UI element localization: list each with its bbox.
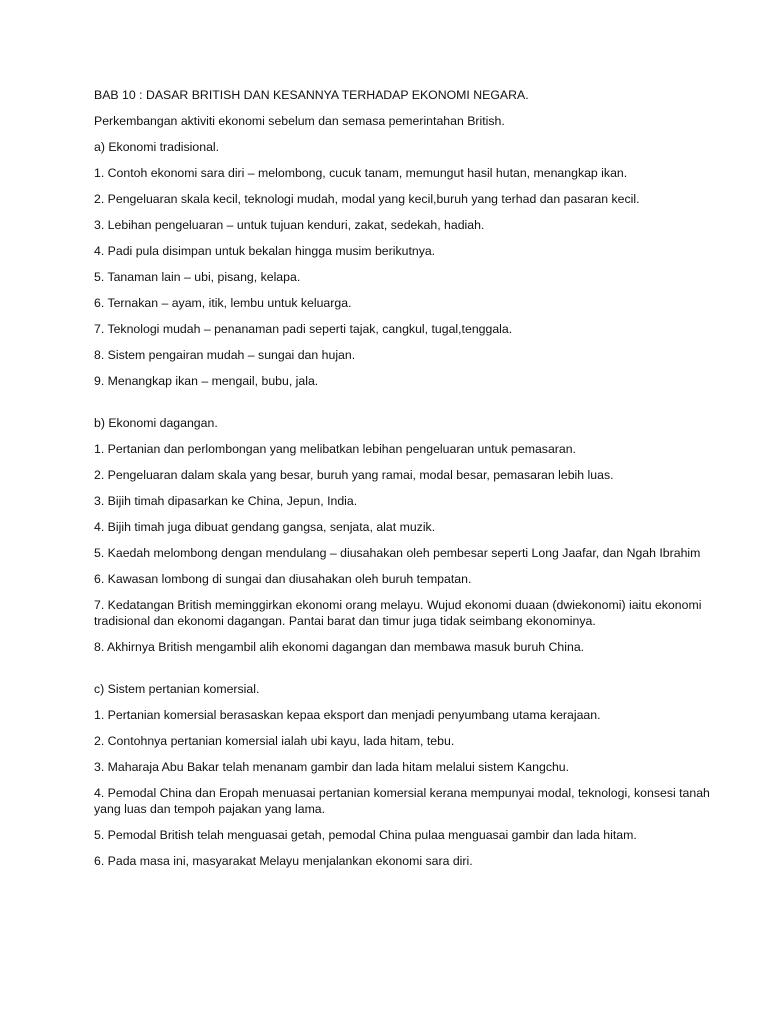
list-item: 4. Bijih timah juga dibuat gendang gangsa, senjata, alat muzik.	[94, 520, 436, 534]
document-page	[94, 87, 734, 879]
list-item: 8. Sistem pengairan mudah – sungai dan hujan.	[94, 348, 356, 362]
list-item: 2. Pengeluaran dalam skala yang besar, buruh yang ramai, modal besar, pemasaran lebih luas.	[94, 468, 614, 482]
list-item: 1. Pertanian dan perlombongan yang melibatkan lebihan pengeluaran untuk pemasaran.	[94, 442, 576, 456]
section-heading: b) Ekonomi dagangan.	[94, 416, 218, 430]
section-heading: a) Ekonomi tradisional.	[94, 140, 220, 154]
list-item: 6. Kawasan lombong di sungai dan diusahakan oleh buruh tempatan.	[94, 572, 472, 586]
list-item: 1. Pertanian komersial berasaskan kepaa eksport dan menjadi penyumbang utama kerajaan.	[94, 708, 601, 722]
section-ekonomi-tradisional	[94, 139, 734, 389]
list-item: 5. Pemodal British telah menguasai getah, pemodal China pulaa menguasai gambir dan lada hitam.	[94, 828, 637, 842]
list-item: 6. Pada masa ini, masyarakat Melayu menjalankan ekonomi sara diri.	[94, 854, 473, 868]
section-ekonomi-dagangan	[94, 415, 734, 655]
list-item: 1. Contoh ekonomi sara diri – melombong, cucuk tanam, memungut hasil hutan, menangkap ikan.	[94, 166, 628, 180]
list-item: 8. Akhirnya British mengambil alih ekonomi dagangan dan membawa masuk buruh China.	[94, 640, 585, 654]
list-item: 3. Bijih timah dipasarkan ke China, Jepun, India.	[94, 494, 358, 508]
list-item: 4. Padi pula disimpan untuk bekalan hingga musim berikutnya.	[94, 244, 436, 258]
section-heading: c) Sistem pertanian komersial.	[94, 682, 260, 696]
list-item: 7. Teknologi mudah – penanaman padi seperti tajak, cangkul, tugal,tenggala.	[94, 322, 513, 336]
list-item: 9. Menangkap ikan – mengail, bubu, jala.	[94, 374, 319, 388]
list-item: 2. Pengeluaran skala kecil, teknologi mudah, modal yang kecil,buruh yang terhad dan pasaran kecil.	[94, 192, 640, 206]
document-intro: Perkembangan aktiviti ekonomi sebelum dan semasa pemerintahan British.	[94, 114, 505, 128]
list-item: 3. Maharaja Abu Bakar telah menanam gambir dan lada hitam melalui sistem Kangchu.	[94, 760, 570, 774]
list-item: 2. Contohnya pertanian komersial ialah ubi kayu, lada hitam, tebu.	[94, 734, 455, 748]
list-item: 5. Tanaman lain – ubi, pisang, kelapa.	[94, 270, 301, 284]
list-item: 6. Ternakan – ayam, itik, lembu untuk keluarga.	[94, 296, 352, 310]
list-item: 5. Kaedah melombong dengan mendulang – diusahakan oleh pembesar seperti Long Jaafar, dan Ngah Ibrahim	[94, 546, 701, 560]
list-item: 4. Pemodal China dan Eropah menuasai pertanian komersial kerana mempunyai modal, teknologi, konsesi tanah yang luas dan tempoh pajakan yang lama.	[94, 786, 710, 816]
list-item: 7. Kedatangan British meminggirkan ekonomi orang melayu. Wujud ekonomi duaan (dwiekonomi) iaitu ekonomi tradisional dan ekonomi dagangan. Pantai barat dan timur juga tidak seimbang ekonominya.	[94, 598, 702, 628]
document-title: BAB 10 : DASAR BRITISH DAN KESANNYA TERHADAP EKONOMI NEGARA.	[94, 88, 529, 102]
section-pertanian-komersial	[94, 681, 734, 869]
list-item: 3. Lebihan pengeluaran – untuk tujuan kenduri, zakat, sedekah, hadiah.	[94, 218, 485, 232]
